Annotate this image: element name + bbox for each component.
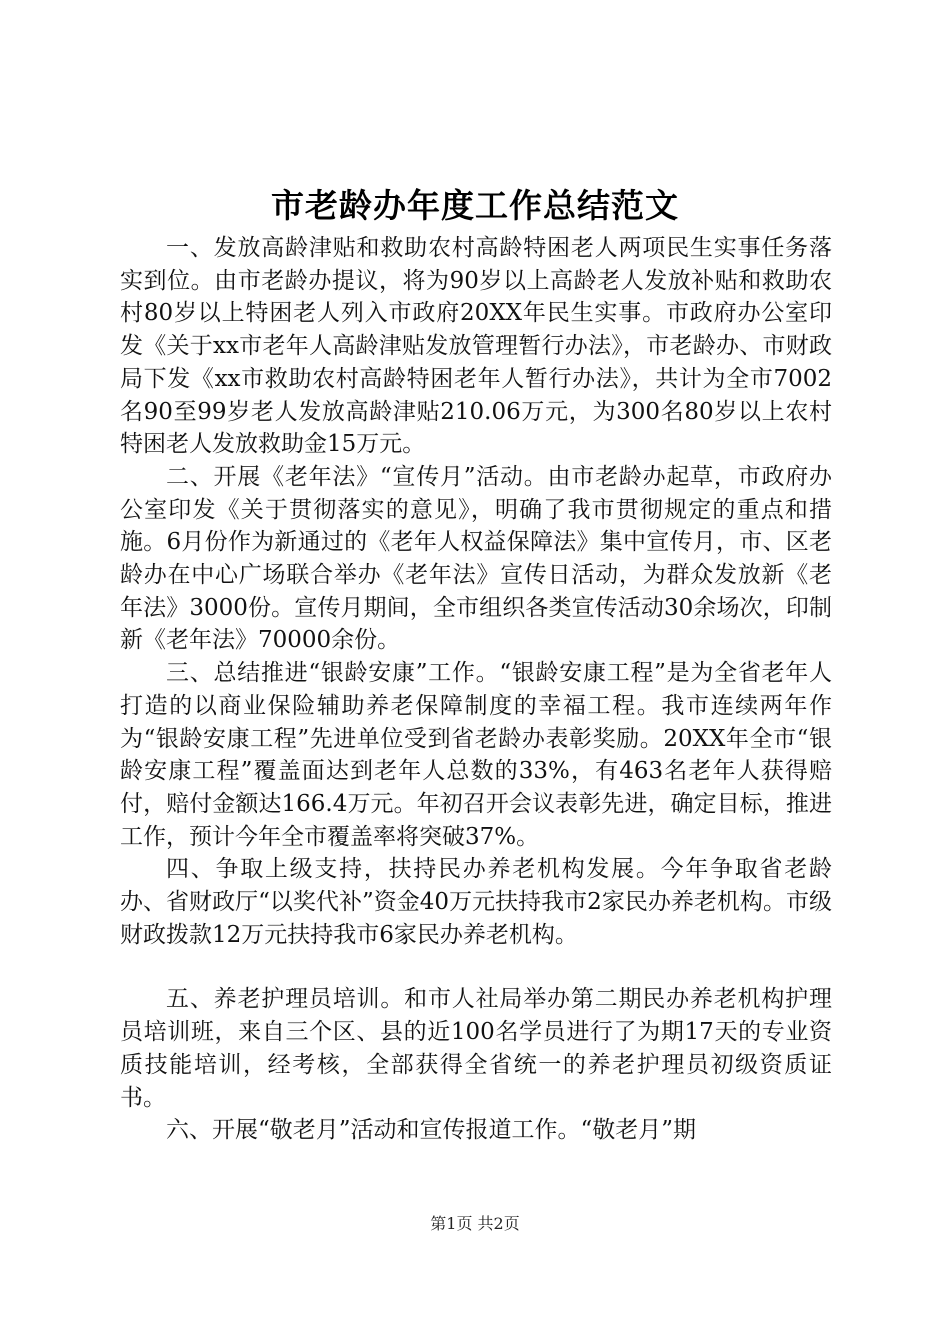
paragraph-1: 一、发放高龄津贴和救助农村高龄特困老人两项民生实事任务落实到位。由市老龄办提议，将为90岁以上高龄老人发放补贴和救助农村80岁以上特困老人列入市政府20XX年民生实事。市政府办公室印发《关于xx市老年人高龄津贴发放管理暂行办法》，市老龄办、市财政局下发《xx市救助农村高龄特困老年人暂行办法》，共计为全市7002名90至99岁老人发放高龄津贴210.06万元，为300名80岁以上农村特困老人发放救助金15万元。 — [120, 235, 832, 458]
document-title: 市老龄办年度工作总结范文 — [271, 186, 679, 225]
document-body — [120, 232, 832, 1147]
paragraph-6: 六、开展“敬老月”活动和宣传报道工作。“敬老月”期 — [166, 1117, 697, 1144]
page-footer: 第1页 共2页 — [430, 1214, 520, 1233]
paragraph-5: 五、养老护理员培训。和市人社局举办第二期民办养老机构护理员培训班，来自三个区、县的近100名学员进行了为期17天的专业资质技能培训，经考核，全部获得全省统一的养老护理员初级资质证书。 — [120, 986, 832, 1111]
paragraph-2: 二、开展《老年法》“宣传月”活动。由市老龄办起草，市政府办公室印发《关于贯彻落实的意见》，明确了我市贯彻规定的重点和措施。6月份作为新通过的《老年人权益保障法》集中宣传月，市、区老龄办在中心广场联合举办《老年法》宣传日活动，为群众发放新《老年法》3000份。宣传月期间，全市组织各类宣传活动30余场次，印制新《老年法》70000余份。 — [120, 463, 832, 654]
paragraph-3: 三、总结推进“银龄安康”工作。“银龄安康工程”是为全省老年人打造的以商业保险辅助养老保障制度的幸福工程。我市连续两年作为“银龄安康工程”先进单位受到省老龄办表彰奖励。20XX年全市“银龄安康工程”覆盖面达到老年人总数的33%，有463名老年人获得赔付，赔付金额达166.4万元。年初召开会议表彰先进，确定目标，推进工作，预计今年全市覆盖率将突破37%。 — [120, 660, 832, 850]
paragraph-4: 四、争取上级支持，扶持民办养老机构发展。今年争取省老龄办、省财政厅“以奖代补”资金40万元扶持我市2家民办养老机构。市级财政拨款12万元扶持我市6家民办养老机构。 — [120, 856, 832, 948]
